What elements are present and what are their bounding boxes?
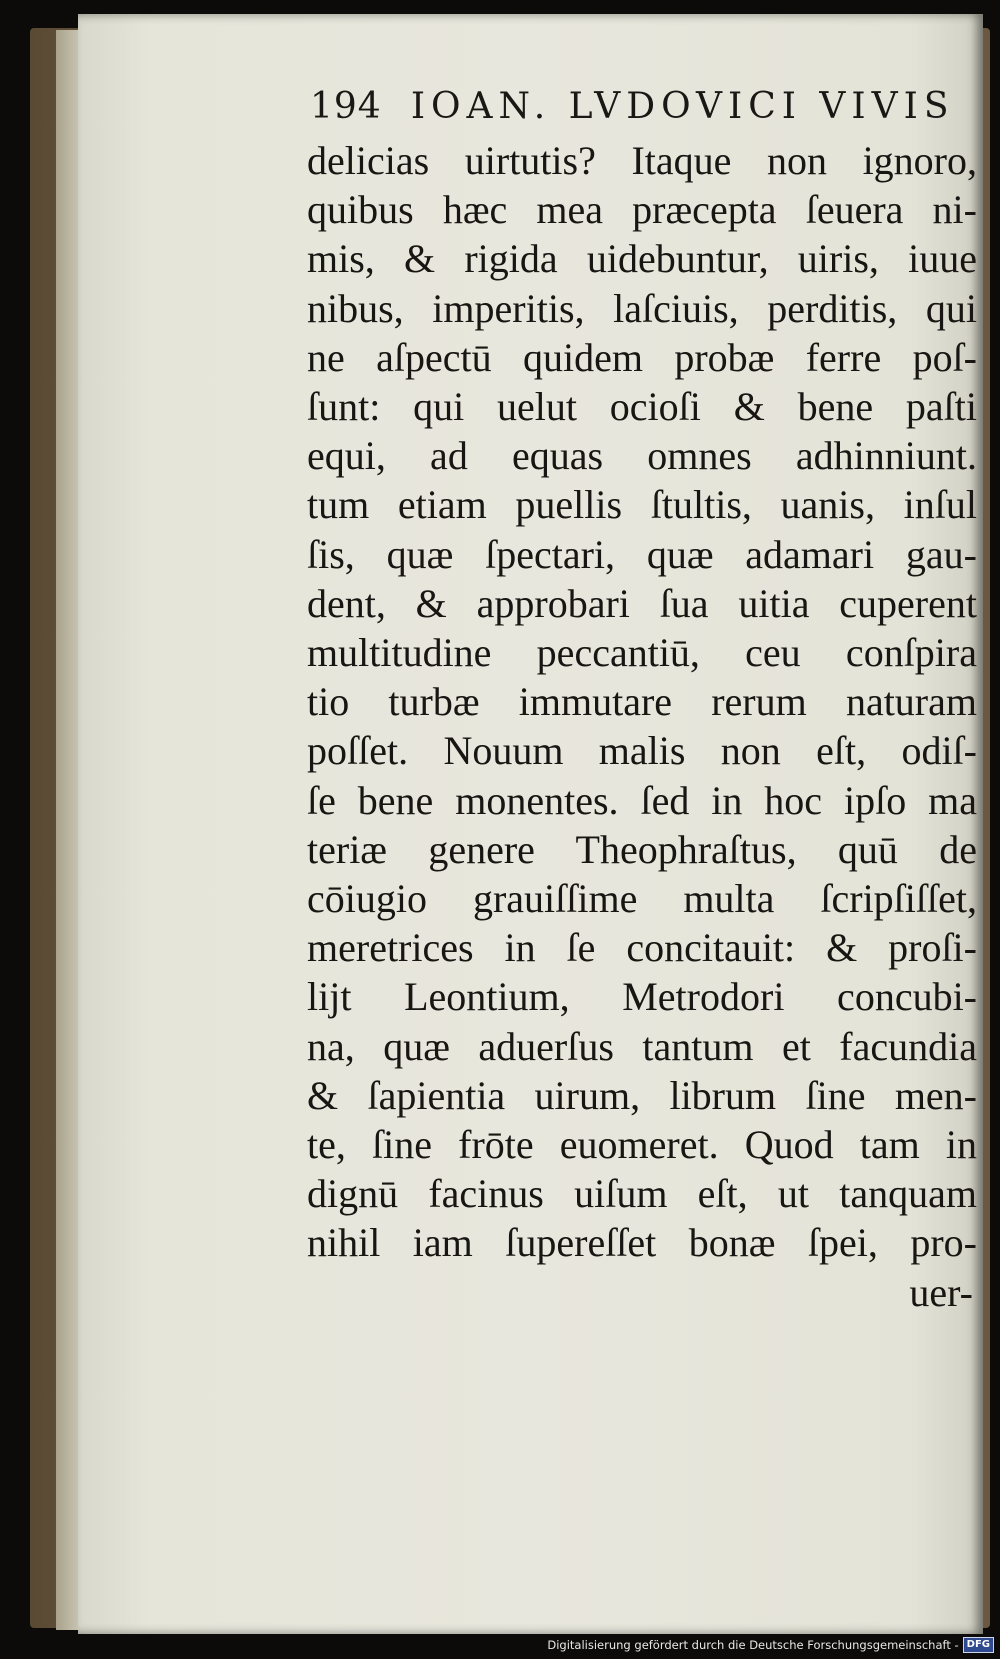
text-line: lijt Leontium, Metrodori concubi- — [307, 974, 977, 1020]
digitization-credit — [547, 1637, 994, 1653]
text-line: tio turbæ immutare rerum naturam — [307, 679, 977, 725]
running-head: IOAN. LVDOVICI VIVIS — [410, 86, 955, 127]
text-line: cōiugio grauiſſime multa ſcripſiſſet, — [307, 876, 977, 922]
text-line: delicias uirtutis? Itaque non ignoro, — [307, 138, 977, 183]
text-line: poſſet. Nouum malis non eſt, odiſ- — [307, 728, 977, 774]
text-line: ſe bene monentes. ſed in hoc ipſo ma — [307, 777, 977, 823]
text-line: ne aſpectū quidem probæ ferre poſ- — [307, 334, 977, 380]
page-number: 194 — [310, 86, 382, 127]
text-line: equi, ad equas omnes adhinniunt. — [307, 433, 977, 479]
text-line: quibus hæc mea præcepta ſeuera ni- — [307, 187, 977, 233]
text-line: nibus, imperitis, laſciuis, perditis, qui — [307, 285, 977, 331]
text-line: dignū facinus uiſum eſt, ut tanquam — [307, 1171, 977, 1217]
text-line: mis, & rigida uidebuntur, uiris, iuue — [307, 236, 977, 282]
credit-text: Digitalisierung gefördert durch die Deutsche Forschungsgemeinschaft - — [547, 1638, 959, 1652]
body-text — [307, 136, 977, 1317]
dfg-logo: DFG — [963, 1637, 994, 1653]
catchword: uer- — [909, 1269, 973, 1315]
text-line: ſis, quæ ſpectari, quæ adamari gau- — [307, 531, 977, 577]
text-line: te, ſine frōte euomeret. Quod tam in — [307, 1122, 977, 1168]
text-line: ſunt: qui uelut ocioſi & bene paſti — [307, 384, 977, 430]
text-line: meretrices in ſe concitauit: & proſi- — [307, 925, 977, 971]
text-line: dent, & approbari ſua uitia cuperent — [307, 580, 977, 626]
text-line: na, quæ aduerſus tantum et facundia — [307, 1023, 977, 1069]
text-line: multitudine peccantiū, ceu conſpira — [307, 630, 977, 676]
page-header — [310, 86, 955, 142]
text-line: nihil iam ſupereſſet bonæ ſpei, pro- — [307, 1220, 977, 1266]
text-line: & ſapientia uirum, librum ſine men- — [307, 1072, 977, 1118]
text-line: tum etiam puellis ſtultis, uanis, inſul — [307, 482, 977, 528]
text-line: teriæ genere Theophraſtus, quū de — [307, 826, 977, 872]
